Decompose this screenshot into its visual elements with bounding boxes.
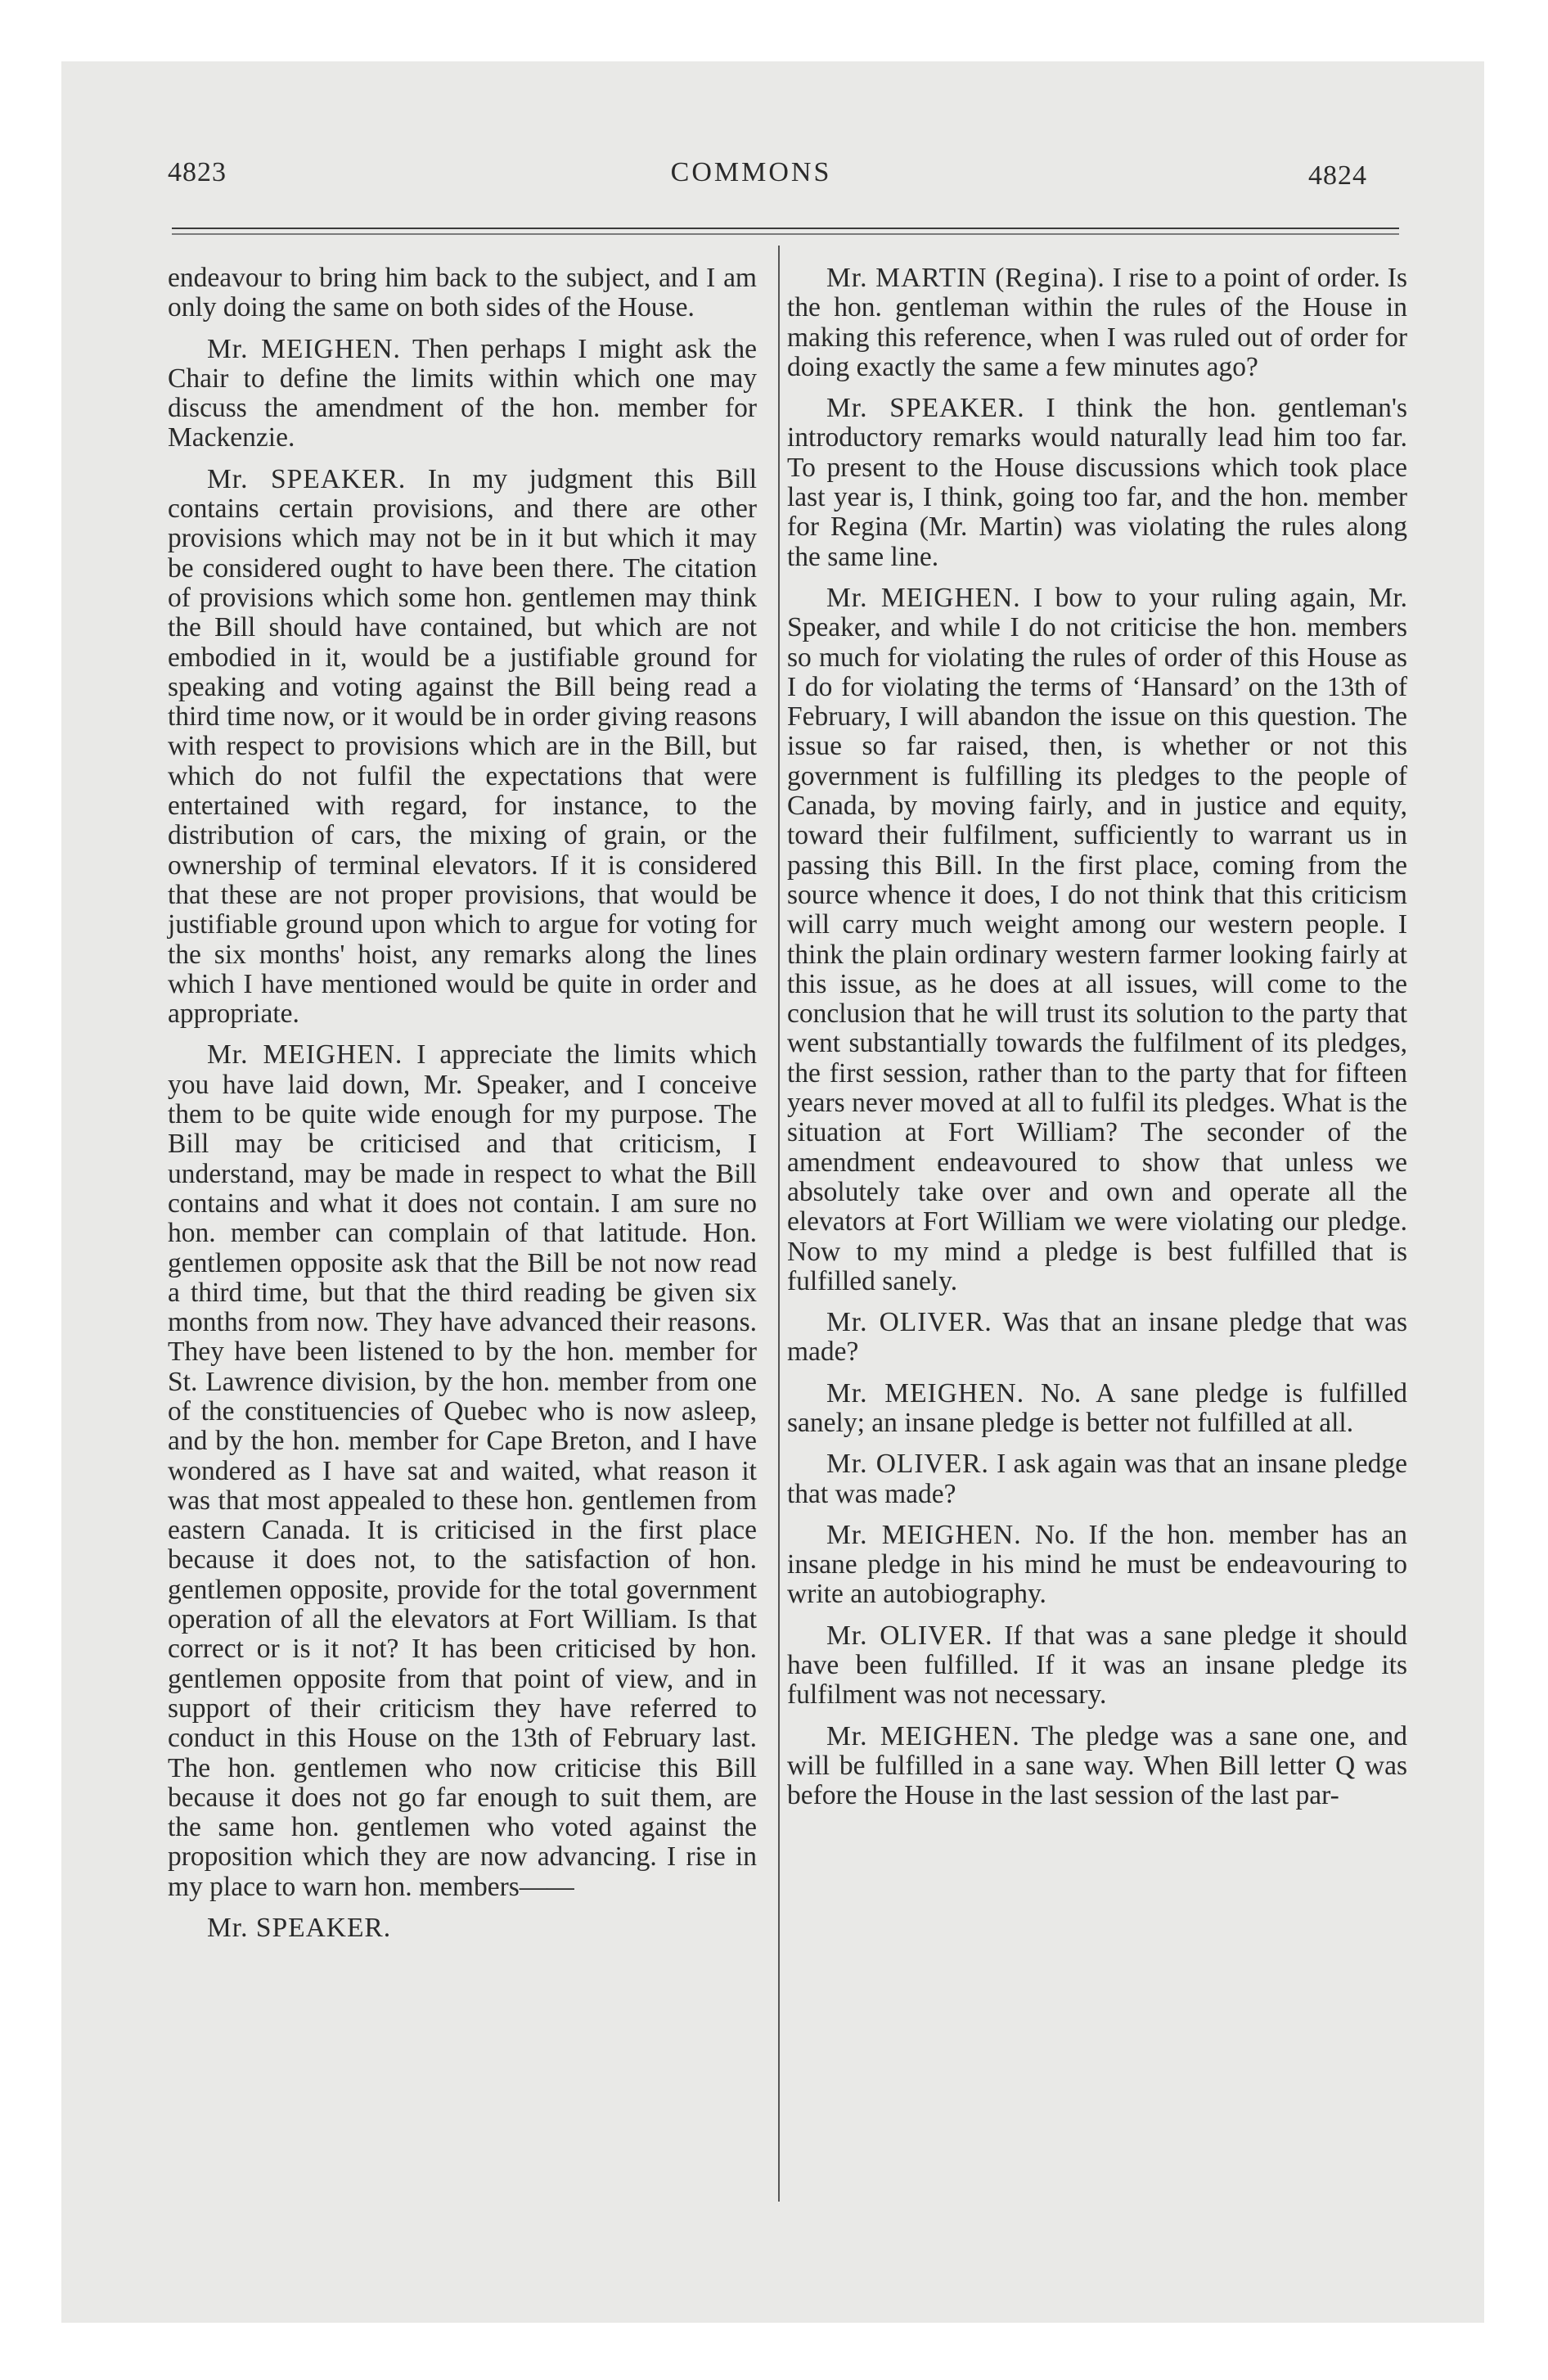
speaker-name: Mr. MEIGHEN. — [207, 1039, 403, 1071]
paragraph-text: I bow to your ruling again, Mr. Speaker, and while I do not criticise the hon. members so much for violating the rules of order of this House as I do for violating the terms of ‘Hansard’ on the 13th of February, I will abandon the issue on this question. The issue so far raised, then, is whether or not this government is fulfilling its pledges to the people of Canada, by moving fairly, and in justice and equity, toward their fulfilment, sufficiently to warrant us in passing this Bill. In the first place, coming from the source whence it does, I do not think that this criticism will carry much weight among our western people. I think the plain ordinary western farmer looking fairly at this issue, as he does at all issues, will come to the conclusion that he will trust its solution to the party that went substantially towards the fulfilment of its pledges, the first session, rather than to the party that for fifteen years never moved at all to fulfil its pledges. What is the situation at Fort William? The seconder of the amendment endeavoured to show that unless we absolutely take over and own and operate all the elevators at Fort William we were violating our pledge. Now to my mind a pledge is best fulfilled that is fulfilled sanely. — [787, 582, 1407, 1296]
paragraph — [787, 584, 1407, 1296]
paragraph-text: I think the hon. gentleman's introductory remarks would naturally lead him too far. To present to the House discussions which took place last year is, I think, going too far, and the hon. member for Regina (Mr. Martin) was violating the rules along the same line. — [787, 393, 1407, 572]
speaker-name: Mr. OLIVER. — [826, 1307, 992, 1338]
paragraph — [787, 1722, 1407, 1811]
paragraph — [787, 1521, 1407, 1610]
paragraph — [168, 264, 757, 323]
page-header — [102, 157, 1400, 198]
speaker-name: Mr. SPEAKER. — [826, 393, 1025, 424]
paragraph-text: The pledge was a sane one, and will be fulfilled in a sane way. When Bill letter Q was before the House in the last session of the last par- — [787, 1720, 1407, 1811]
paragraph — [168, 1913, 757, 1943]
header-rule — [172, 228, 1399, 229]
header-rule-thin — [172, 233, 1399, 235]
paragraph-text: endeavour to bring him back to the subject, and I am only doing the same on both sides of the House. — [168, 263, 757, 323]
paragraph-text: In my judgment this Bill contains certain provisions, and there are other provisions which may not be in it but which it may be considered ought to have been there. The citation of provisions which some hon. gentlemen may think the Bill should have contained, but which are not embodied in it, would be a justifiable ground for speaking and voting against the Bill being read a third time now, or it would be in order giving reasons with respect to provisions which are in the Bill, but which do not fulfil the expectations that were entertained with regard, for instance, to the distribution of cars, the mixing of grain, or the ownership of terminal elevators. If it is considered that these are not proper provisions, that would be justifiable ground upon which to argue for voting for the six months' hoist, any remarks along the lines which I have mentioned would be quite in order and appropriate. — [168, 463, 757, 1030]
paragraph — [787, 1308, 1407, 1368]
paragraph-text: I appreciate the limits which you have laid down, Mr. Speaker, and I conceive them to be quite wide enough for my purpose. The Bill may be criticised and that criticism, I understand, may be made in respect to what the Bill contains and what it does not contain. I am sure no hon. member can complain of that latitude. Hon. gentlemen opposite ask that the Bill be not now read a third time, but that the third reading be given six months from now. They have advanced their reasons. They have been listened to by the hon. member for St. Lawrence division, by the hon. member from one of the constituencies of Quebec who is now asleep, and by the hon. member for Cape Breton, and I have wondered as I have sat and waited, what reason it was that most appealed to these hon. gentlemen from eastern Canada. It is criticised in the first place because it does not, to the satisfaction of hon. gentlemen opposite, provide for the total government operation of all the elevators at Fort William. Is that correct or is it not? It has been criticised by hon. gentlemen opposite from that point of view, and in support of their criticism they have referred to conduct in this House on the 13th of February last. The hon. gentlemen who now criticise this Bill because it does not go far enough to suit them, are the same hon. gentlemen who voted against the proposition which they are now advancing. I rise in my place to warn hon. members—— — [168, 1039, 757, 1902]
speaker-name: Mr. MARTIN (Regina). — [826, 263, 1105, 293]
paragraph — [168, 1040, 757, 1902]
column-divider — [778, 246, 780, 2202]
speaker-name: Mr. OLIVER. — [826, 1449, 989, 1480]
speaker-name: Mr. SPEAKER. — [207, 463, 407, 494]
speaker-name: Mr. MEIGHEN. — [207, 333, 401, 364]
paragraph — [787, 394, 1407, 572]
paragraph — [168, 335, 757, 453]
page-number-left: 4823 — [168, 157, 227, 187]
paragraph-text: I ask again was that an insane pledge that was made? — [787, 1449, 1408, 1509]
paragraph-text: Was that an insane pledge that was made? — [787, 1307, 1408, 1368]
paragraph-text: No. A sane pledge is fulfilled sanely; an insane pledge is better not fulfilled at all. — [787, 1377, 1408, 1438]
page-number-right: 4824 — [1308, 160, 1367, 191]
speaker-name: Mr. OLIVER. — [826, 1620, 993, 1651]
speaker-name: Mr. MEIGHEN. — [826, 1377, 1025, 1409]
running-title: COMMONS — [670, 157, 832, 187]
right-column — [787, 264, 1407, 1823]
paragraph-text: If that was a sane pledge it should have been fulfilled. If it was an insane pledge its fulfilment was not necessary. — [787, 1620, 1408, 1711]
speaker-name: Mr. MEIGHEN. — [826, 582, 1021, 613]
paragraph — [168, 465, 757, 1030]
paragraph-text: I rise to a point of order. Is the hon. gentleman within the rules of the House in making this reference, when I was ruled out of order for doing exactly the same a few minutes ago? — [787, 263, 1408, 382]
paragraph — [787, 1449, 1407, 1509]
speaker-name: Mr. MEIGHEN. — [826, 1720, 1020, 1751]
speaker-name: Mr. SPEAKER. — [207, 1913, 392, 1944]
paragraph — [787, 1621, 1407, 1711]
left-column — [168, 264, 757, 1954]
paragraph — [787, 264, 1407, 382]
speaker-name: Mr. MEIGHEN. — [826, 1519, 1022, 1550]
paragraph — [787, 1379, 1407, 1439]
paragraph-text: No. If the hon. member has an insane pledge in his mind he must be endeavouring to write an autobiography. — [787, 1519, 1407, 1610]
paragraph-text: Then perhaps I might ask the Chair to define the limits within which one may discuss the amendment of the hon. member for Mackenzie. — [168, 333, 757, 453]
